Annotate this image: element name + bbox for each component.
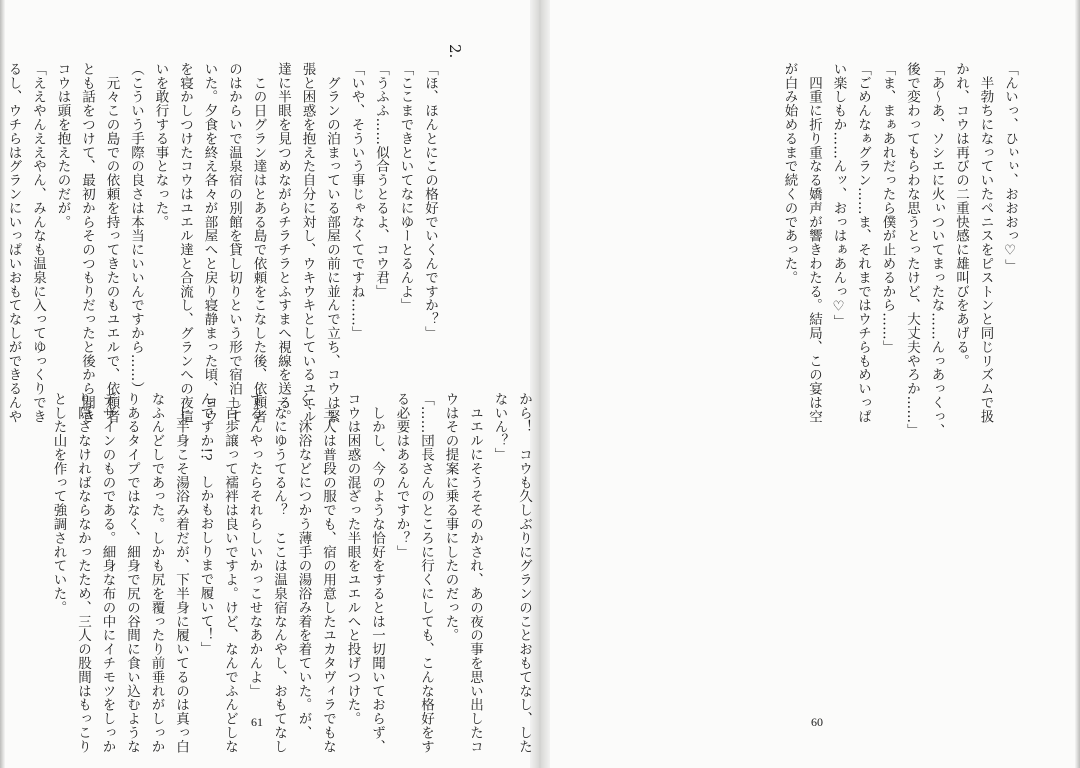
text-line: 「百歩譲って襦袢は良いですよ。けど、なんでふんどしな	[222, 392, 238, 754]
text-line: 張と困惑を抱えた自分に対し、ウキウキとしているユエル	[299, 62, 316, 424]
text-line: グランの泊まっている部屋の前に並んで立ち、コウは緊	[324, 62, 340, 424]
text-line: するんやったらそれらしいかっこせなあかんよ」	[246, 392, 263, 698]
text-line: く、沐浴などにつかう薄手の湯浴み着を着ていた。が、	[295, 392, 312, 740]
text-line: 「ほ、ほんとにこの格好でいくんですか？」	[422, 62, 438, 340]
text-line: 後で変わってもらわな思うとったけど、大丈夫やろか……」	[904, 62, 920, 438]
text-line: が白み始めるまで続くのであった。	[781, 62, 798, 285]
text-line: を寝かしつけたコウはユエル達と合流し、グランへの夜這	[177, 62, 193, 424]
text-line: ウはその提案に乗る事にしたのだった。	[442, 392, 459, 643]
right-page-text	[781, 62, 1022, 438]
text-line: いた。夕食を終え各々が部屋へと戻り寝静まった頃、ヨウ	[201, 62, 218, 424]
text-line: デザインのものである。細身な布の中にイチモツをしっか	[99, 392, 116, 754]
text-line: （こういう手際の良さは本当にいいんですから……）	[128, 62, 144, 396]
text-line: コウは困惑の混ざった半眼をユエルへと投げつけた。	[344, 392, 361, 726]
text-line: しかし、今のような恰好をするとは一切聞いておらず、	[369, 392, 385, 754]
text-line: コウは頭を抱えたのだが。	[54, 62, 71, 229]
text-line: なふんどしであった。しかも尻を覆ったり前垂れがしっか	[148, 392, 165, 754]
text-line: 半勃ちになっていたペニスをピストンと同じリズムで扱	[977, 62, 994, 424]
text-line: 「いや、そういう事じゃなくてですね……」	[348, 62, 365, 340]
text-line: い楽しもか……んッ、おっはぁあんっ♡」	[830, 62, 847, 329]
text-line: のはからいで温泉宿の別館を貸し切りという形で宿泊して	[226, 62, 242, 424]
text-line: るし、ウチらはグランにいっぱいおもてなしができるんや	[5, 62, 22, 424]
text-line: 元々この島での依頼を持ってきたのもユエルで、依頼者	[103, 62, 120, 424]
chapter-marker: 2.	[446, 44, 464, 59]
text-line: この日グラン達はとある島で依頼をこなした後、依頼者	[250, 62, 267, 424]
text-line: んですか!? しかもおしりまで履いて！」	[197, 392, 214, 656]
text-line: 「あ～あ、ソシエに火ぃついてまったな……んっあっくっ、	[928, 62, 945, 438]
text-line: 「ここまできといてなにゆーとるんよ」	[397, 62, 414, 313]
text-line: 「……団長さんのところに行くにしても、こんな格好をす	[418, 392, 434, 754]
text-line: 「うふふ……似合うとるよ、コウ君」	[373, 62, 389, 299]
text-line: いを敢行する事となった。	[152, 62, 169, 229]
text-line: 達に半眼を見つめながらチラチラとふすまへ視線を送る。	[275, 62, 291, 424]
text-line: 「ええやんええやん、みんなも温泉に入ってゆっくりでき	[30, 62, 46, 424]
left-page-top-text	[5, 62, 442, 424]
text-line: かれ、コウは再びの二重快感に雄叫びをあげる。	[953, 62, 969, 368]
page-number-right: 60	[811, 715, 823, 729]
text-line: る必要はあるんですか？」	[393, 392, 410, 559]
text-line: 「ま、まぁあれだったら僕が止めるから……」	[879, 62, 896, 354]
text-line: 「なにゆうてるん？ ここは温泉宿なんやし、おもてなし	[271, 392, 287, 754]
text-line: 上半身こそ湯浴み着だが、下半身に履いてるのは真っ白	[173, 392, 189, 754]
text-line: 「んいっ、ひぃぃ、おおおっ♡」	[1002, 62, 1018, 273]
text-line: 「ごめんなぁグラン……ま、それまではウチらもめいっぱ	[855, 62, 871, 424]
text-line: り隠さなければならなかったため、三人の股間はもっこり	[75, 392, 91, 754]
text-line: とも話をつけて、最初からそのつもりだったと後から聞き	[79, 62, 95, 424]
text-line: とした山を作って強調されていた。	[50, 392, 67, 615]
text-line: 四重に折り重なる嬌声が響きわたる。結局、この宴は空	[806, 62, 822, 424]
text-line: ユエルにそうそそのかされ、あの夜の事を思い出したコ	[467, 392, 483, 754]
page-number-left: 61	[251, 715, 263, 729]
text-line: から！ コウも久しぶりにグランのことおもてなし、した	[516, 392, 532, 754]
text-line: りあるタイプではなく、細身で尻の谷間に食い込むような	[124, 392, 140, 754]
text-line: ないん？」	[491, 392, 508, 462]
text-line: 三人は普段の服でも、宿の用意したユカタヴィラでもな	[320, 392, 336, 754]
right-page-edge	[1075, 0, 1080, 768]
